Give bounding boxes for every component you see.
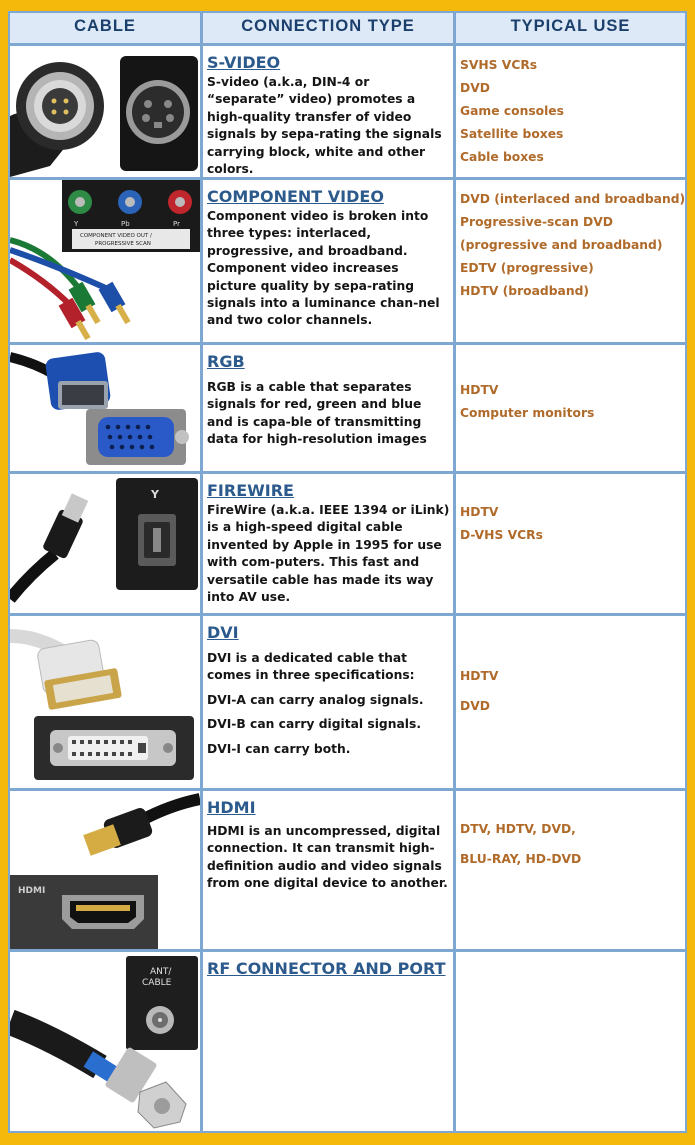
use-item: DVD <box>460 699 490 713</box>
firewire-image <box>10 474 200 613</box>
use-item: HDTV <box>460 669 499 683</box>
s-video-connection-cell <box>203 46 453 177</box>
use-item: Game consoles <box>460 104 564 118</box>
use-item: Computer monitors <box>460 406 595 420</box>
rgb-title: RGB <box>207 352 245 371</box>
hdmi-title: HDMI <box>207 798 256 817</box>
rgb-description: RGB is a cable that separates signals for red, green and blue and is capa-ble of transmitting data for high-resolution images <box>207 380 427 447</box>
rf-connector-title: RF CONNECTOR AND PORT <box>207 959 446 978</box>
use-item: Satellite boxes <box>460 127 564 141</box>
table-row-s-video <box>10 46 685 177</box>
firewire-title: FIREWIRE <box>207 481 294 500</box>
rf-connector-connection-cell <box>203 952 453 1131</box>
firewire-uses-cell <box>456 474 685 613</box>
hdmi-port-label: HDMI <box>18 886 46 896</box>
component-video-connection-cell <box>203 180 453 342</box>
rgb-connection-cell <box>203 345 453 471</box>
hdmi-connection-cell <box>203 791 453 949</box>
component-video-description: Component video is broken into three types: interlaced, progressive, and broadband. Component video increases picture quality by sepa-rating signals into a luminance chan-nel and two color channels. <box>207 209 440 328</box>
dvi-title: DVI <box>207 623 239 642</box>
rgb-image <box>10 345 200 471</box>
use-item: D-VHS VCRs <box>460 528 543 542</box>
hdmi-uses-cell <box>456 791 685 949</box>
firewire-connection-cell <box>203 474 453 613</box>
use-item: HDTV <box>460 505 499 519</box>
svg-text:Y: Y <box>151 488 159 501</box>
use-item: HDTV (broadband) <box>460 284 589 298</box>
use-item: EDTV (progressive) <box>460 261 594 275</box>
dvi-image <box>10 616 200 788</box>
table-row-rgb <box>10 345 685 471</box>
use-item: DVD (interlaced and broadband) <box>460 192 686 206</box>
use-item: HDTV <box>460 383 499 397</box>
hdmi-description: HDMI is an uncompressed, digital connection. It can transmit high-definition audio and video signals from one digital device to another. <box>207 824 448 891</box>
use-item: (progressive and broadband) <box>460 238 663 252</box>
s-video-uses-cell <box>456 46 685 177</box>
table-row-component-video <box>10 180 685 342</box>
table-row-firewire <box>10 474 685 613</box>
component-label-y: Y <box>74 220 79 228</box>
component-video-title: COMPONENT VIDEO <box>207 187 384 206</box>
firewire-description: FireWire (a.k.a. IEEE 1394 or iLink) is a high-speed digital cable invented by Apple in 1995 for use with com-puters. This fast and versatile cable has made its way into AV use. <box>207 503 450 605</box>
dvi-uses-cell <box>456 616 685 788</box>
component-panel-caption-2: PROGRESSIVE SCAN <box>95 241 151 247</box>
component-video-image <box>10 180 200 342</box>
use-item: Cable boxes <box>460 150 544 164</box>
header-typical-use: TYPICAL USE <box>456 13 685 43</box>
rf-connector-uses-cell <box>456 952 685 1131</box>
component-panel-caption-1: COMPONENT VIDEO OUT / <box>80 233 152 239</box>
use-item: DVD <box>460 81 490 95</box>
table-row-rf-connector <box>10 952 685 1131</box>
component-video-uses-cell <box>456 180 685 342</box>
dvi-connection-cell <box>203 616 453 788</box>
dvi-description: DVI is a dedicated cable that comes in three specifications: DVI-A can carry analog signals. DVI-B can carry digital signals. DVI-I can carry both. <box>207 651 424 756</box>
header-cable: CABLE <box>10 13 200 43</box>
table-row-dvi <box>10 616 685 788</box>
component-label-pr: Pr <box>173 220 180 228</box>
header-row <box>10 13 685 43</box>
rf-port-label-1: ANT/ <box>150 967 172 977</box>
use-item: Progressive-scan DVD <box>460 215 613 229</box>
s-video-image <box>10 46 200 177</box>
rf-connector-image <box>10 952 200 1131</box>
component-label-pb: Pb <box>121 220 130 228</box>
use-item: BLU-RAY, HD-DVD <box>460 852 582 866</box>
hdmi-image <box>10 791 200 949</box>
use-item: DTV, HDTV, DVD, <box>460 822 576 836</box>
table-row-hdmi <box>10 791 685 949</box>
s-video-title: S-VIDEO <box>207 53 281 72</box>
use-item: SVHS VCRs <box>460 58 538 72</box>
rf-port-label-2: CABLE <box>142 978 172 988</box>
header-connection-type: CONNECTION TYPE <box>203 13 453 43</box>
s-video-description: S-video (a.k.a, DIN-4 or “separate” video) promotes a high-quality transfer of video signals by sepa-rating the signals carrying block, white and other colors. <box>207 75 442 177</box>
rgb-uses-cell <box>456 345 685 471</box>
